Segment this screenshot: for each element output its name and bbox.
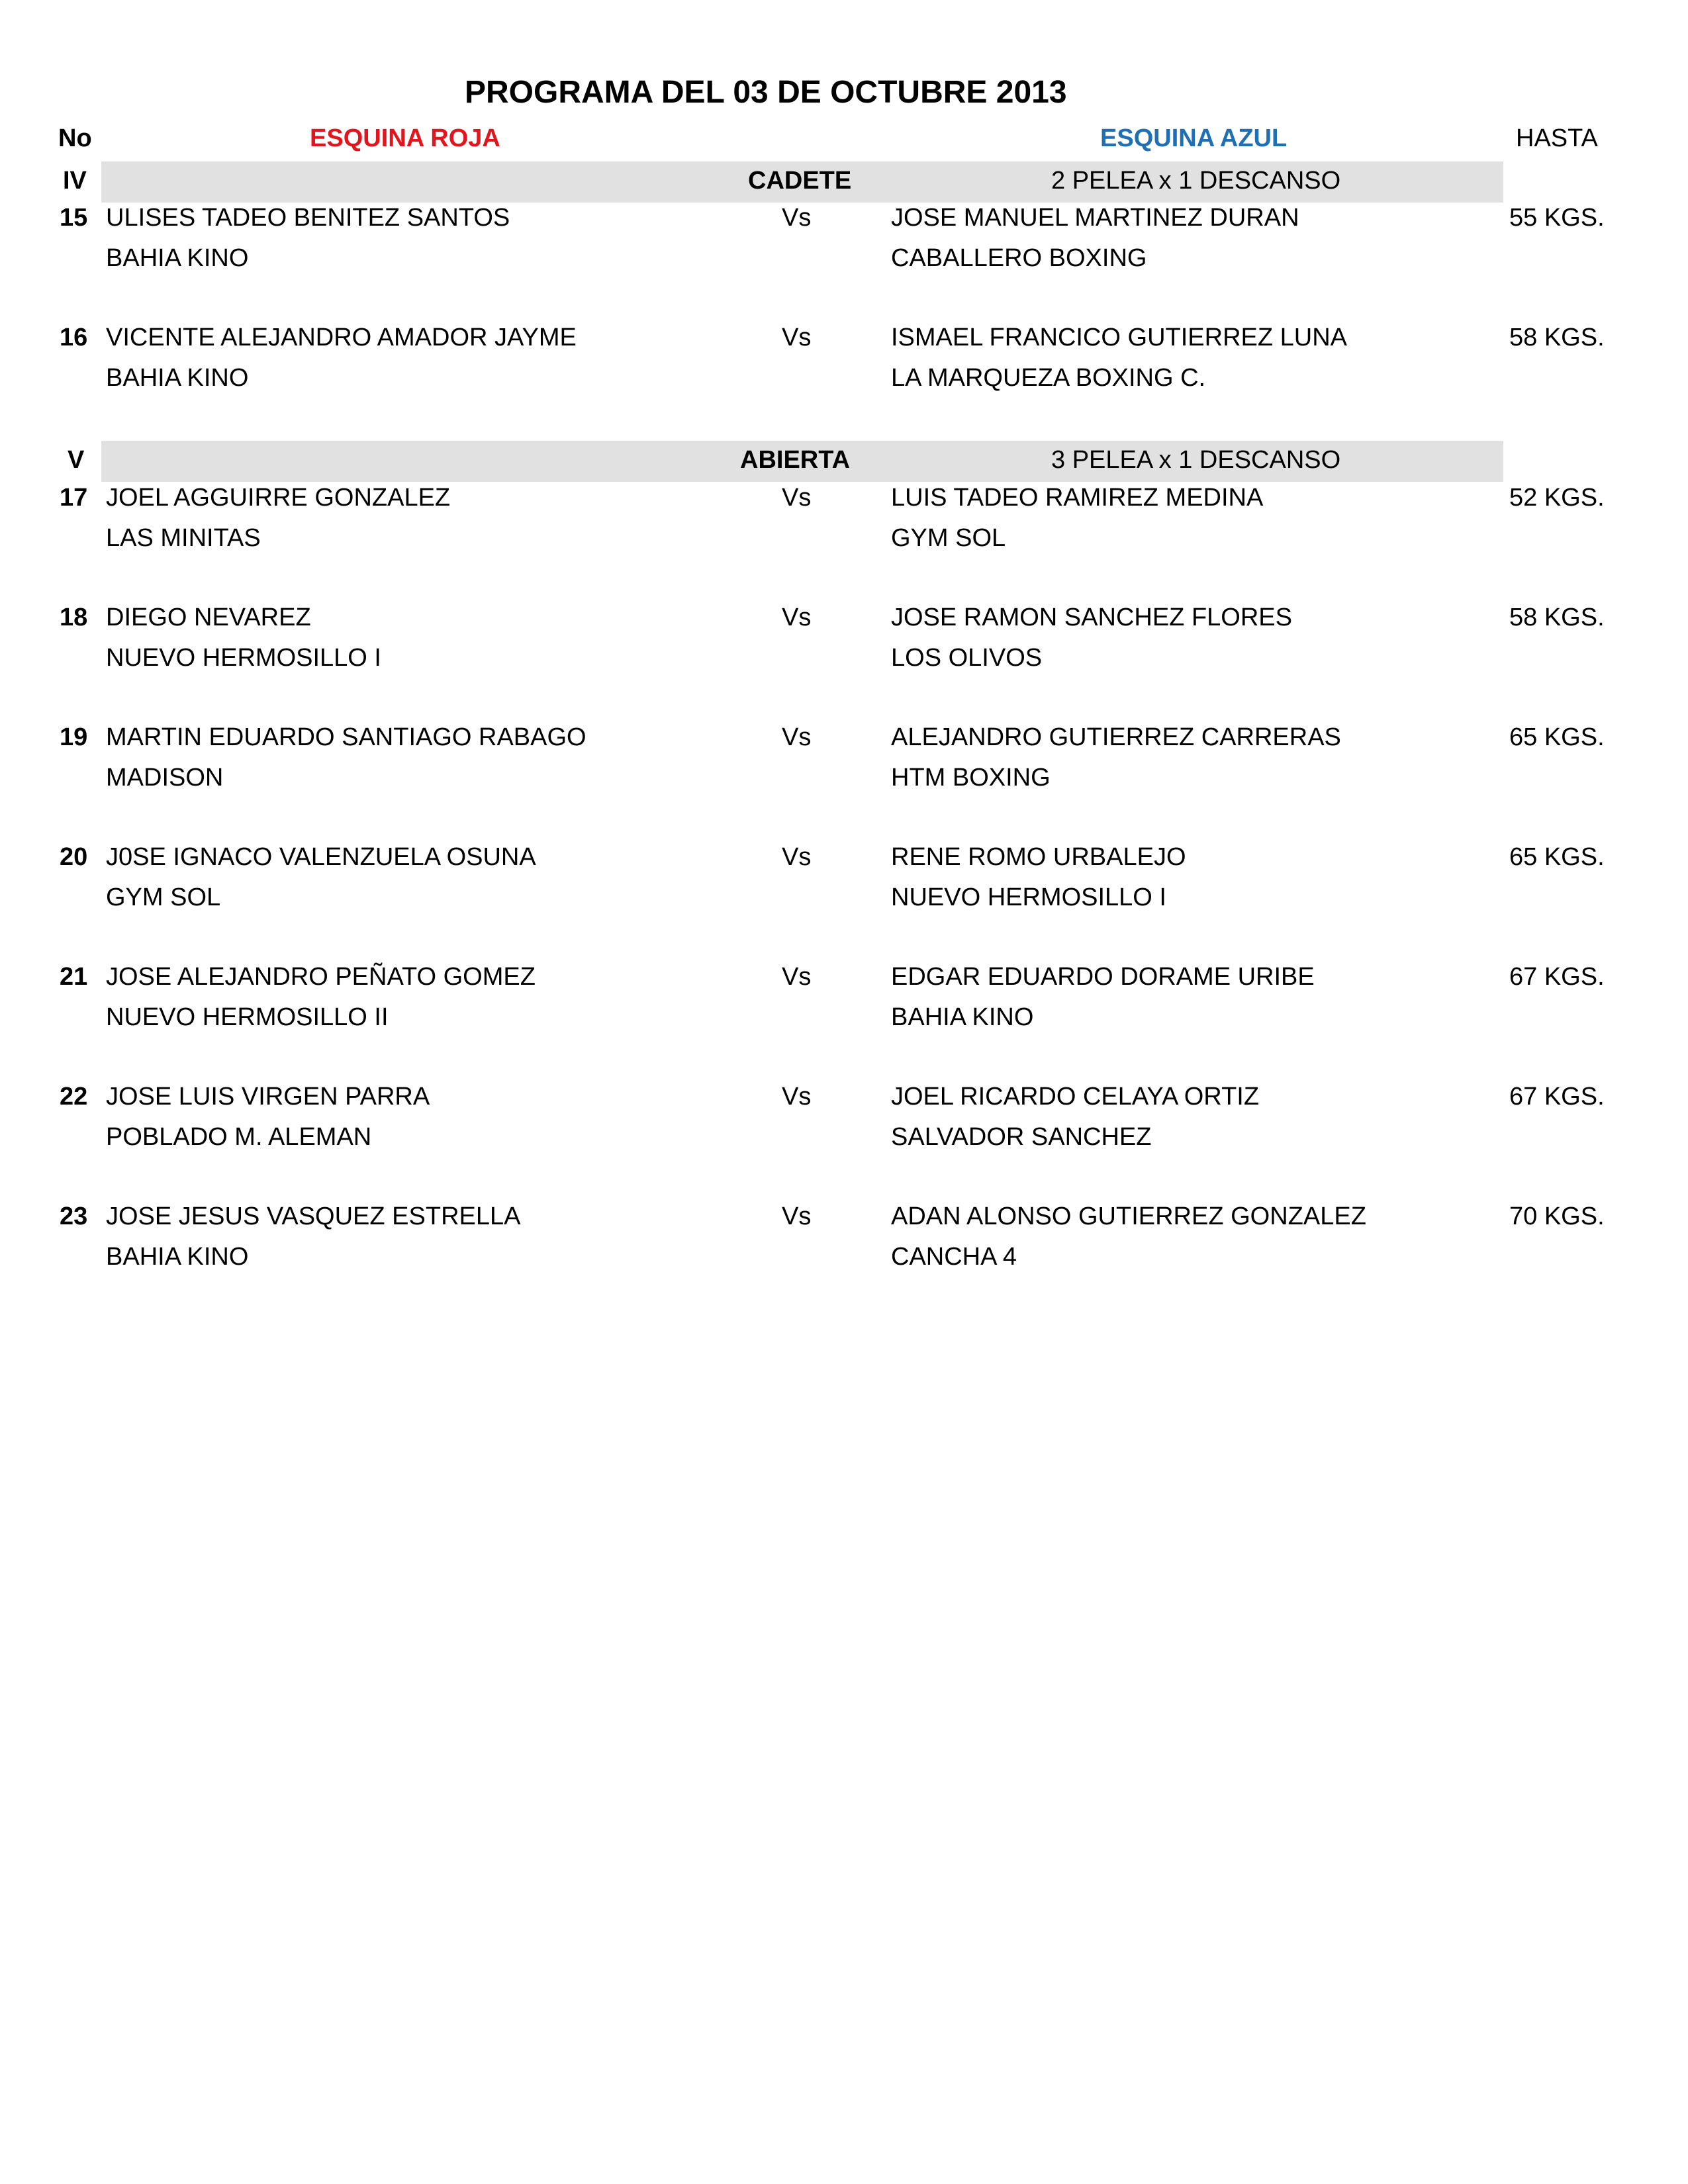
bout-number: 17 bbox=[60, 484, 88, 512]
blue-fighter-club: CABALLERO BOXING bbox=[891, 244, 1147, 272]
weight-limit: 58 KGS. bbox=[1509, 324, 1605, 351]
blue-fighter-name: JOSE MANUEL MARTINEZ DURAN bbox=[891, 204, 1299, 232]
blue-fighter-club: LA MARQUEZA BOXING C. bbox=[891, 364, 1206, 392]
section-header-v bbox=[0, 441, 1688, 482]
versus-label: Vs bbox=[782, 484, 812, 512]
blue-fighter-name: LUIS TADEO RAMIREZ MEDINA bbox=[891, 484, 1264, 512]
bout-number: 18 bbox=[60, 604, 88, 631]
versus-label: Vs bbox=[782, 723, 812, 751]
bout-number: 21 bbox=[60, 963, 88, 991]
red-fighter-club: LAS MINITAS bbox=[106, 524, 261, 552]
bout-row bbox=[0, 324, 1688, 410]
bout-number: 20 bbox=[60, 843, 88, 871]
bout-row bbox=[0, 1203, 1688, 1289]
blue-fighter-name: JOSE RAMON SANCHEZ FLORES bbox=[891, 604, 1292, 631]
section-header-iv bbox=[0, 161, 1688, 203]
blue-fighter-club: CANCHA 4 bbox=[891, 1243, 1017, 1271]
bout-number: 19 bbox=[60, 723, 88, 751]
header-no: No bbox=[58, 124, 92, 152]
versus-label: Vs bbox=[782, 324, 812, 351]
bout-number: 15 bbox=[60, 204, 88, 232]
bout-row bbox=[0, 604, 1688, 690]
red-fighter-club: BAHIA KINO bbox=[106, 244, 249, 272]
blue-fighter-name: ISMAEL FRANCICO GUTIERREZ LUNA bbox=[891, 324, 1348, 351]
versus-label: Vs bbox=[782, 1203, 812, 1230]
versus-label: Vs bbox=[782, 843, 812, 871]
versus-label: Vs bbox=[782, 963, 812, 991]
blue-fighter-club: HTM BOXING bbox=[891, 764, 1051, 792]
bout-row bbox=[0, 843, 1688, 929]
weight-limit: 52 KGS. bbox=[1509, 484, 1605, 512]
section-rule: 2 PELEA x 1 DESCANSO bbox=[1051, 167, 1341, 195]
blue-fighter-club: NUEVO HERMOSILLO I bbox=[891, 884, 1166, 911]
bout-number: 16 bbox=[60, 324, 88, 351]
weight-limit: 65 KGS. bbox=[1509, 723, 1605, 751]
blue-fighter-name: RENE ROMO URBALEJO bbox=[891, 843, 1186, 871]
section-category: ABIERTA bbox=[740, 446, 851, 474]
red-fighter-club: BAHIA KINO bbox=[106, 364, 249, 392]
bout-row bbox=[0, 204, 1688, 290]
blue-fighter-club: GYM SOL bbox=[891, 524, 1006, 552]
red-fighter-name: JOSE JESUS VASQUEZ ESTRELLA bbox=[106, 1203, 521, 1230]
red-fighter-name: DIEGO NEVAREZ bbox=[106, 604, 311, 631]
red-fighter-club: NUEVO HERMOSILLO I bbox=[106, 644, 381, 672]
header-hasta: HASTA bbox=[1516, 124, 1598, 152]
header-blue-corner: ESQUINA AZUL bbox=[1100, 124, 1288, 152]
bout-row bbox=[0, 484, 1688, 570]
versus-label: Vs bbox=[782, 1083, 812, 1111]
red-fighter-name: J0SE IGNACO VALENZUELA OSUNA bbox=[106, 843, 536, 871]
blue-fighter-club: SALVADOR SANCHEZ bbox=[891, 1123, 1152, 1151]
red-fighter-name: MARTIN EDUARDO SANTIAGO RABAGO bbox=[106, 723, 586, 751]
weight-limit: 67 KGS. bbox=[1509, 1083, 1605, 1111]
blue-fighter-name: JOEL RICARDO CELAYA ORTIZ bbox=[891, 1083, 1260, 1111]
section-rule: 3 PELEA x 1 DESCANSO bbox=[1051, 446, 1341, 474]
red-fighter-club: MADISON bbox=[106, 764, 224, 792]
bout-row bbox=[0, 723, 1688, 809]
red-fighter-name: JOSE LUIS VIRGEN PARRA bbox=[106, 1083, 430, 1111]
versus-label: Vs bbox=[782, 204, 812, 232]
red-fighter-name: VICENTE ALEJANDRO AMADOR JAYME bbox=[106, 324, 577, 351]
page-title: PROGRAMA DEL 03 DE OCTUBRE 2013 bbox=[465, 75, 1067, 110]
section-roman: V bbox=[68, 446, 85, 474]
bout-row bbox=[0, 963, 1688, 1049]
section-category: CADETE bbox=[748, 167, 852, 195]
blue-fighter-club: LOS OLIVOS bbox=[891, 644, 1043, 672]
blue-fighter-name: EDGAR EDUARDO DORAME URIBE bbox=[891, 963, 1315, 991]
section-roman: IV bbox=[63, 167, 87, 195]
weight-limit: 65 KGS. bbox=[1509, 843, 1605, 871]
weight-limit: 67 KGS. bbox=[1509, 963, 1605, 991]
red-fighter-name: ULISES TADEO BENITEZ SANTOS bbox=[106, 204, 510, 232]
weight-limit: 58 KGS. bbox=[1509, 604, 1605, 631]
blue-fighter-club: BAHIA KINO bbox=[891, 1003, 1034, 1031]
versus-label: Vs bbox=[782, 604, 812, 631]
bout-row bbox=[0, 1083, 1688, 1169]
blue-fighter-name: ALEJANDRO GUTIERREZ CARRERAS bbox=[891, 723, 1341, 751]
red-fighter-club: POBLADO M. ALEMAN bbox=[106, 1123, 372, 1151]
red-fighter-name: JOSE ALEJANDRO PEÑATO GOMEZ bbox=[106, 963, 536, 991]
red-fighter-club: BAHIA KINO bbox=[106, 1243, 249, 1271]
header-red-corner: ESQUINA ROJA bbox=[310, 124, 500, 152]
bout-number: 22 bbox=[60, 1083, 88, 1111]
weight-limit: 55 KGS. bbox=[1509, 204, 1605, 232]
blue-fighter-name: ADAN ALONSO GUTIERREZ GONZALEZ bbox=[891, 1203, 1366, 1230]
bout-number: 23 bbox=[60, 1203, 88, 1230]
weight-limit: 70 KGS. bbox=[1509, 1203, 1605, 1230]
red-fighter-name: JOEL AGGUIRRE GONZALEZ bbox=[106, 484, 451, 512]
red-fighter-club: NUEVO HERMOSILLO II bbox=[106, 1003, 389, 1031]
red-fighter-club: GYM SOL bbox=[106, 884, 221, 911]
